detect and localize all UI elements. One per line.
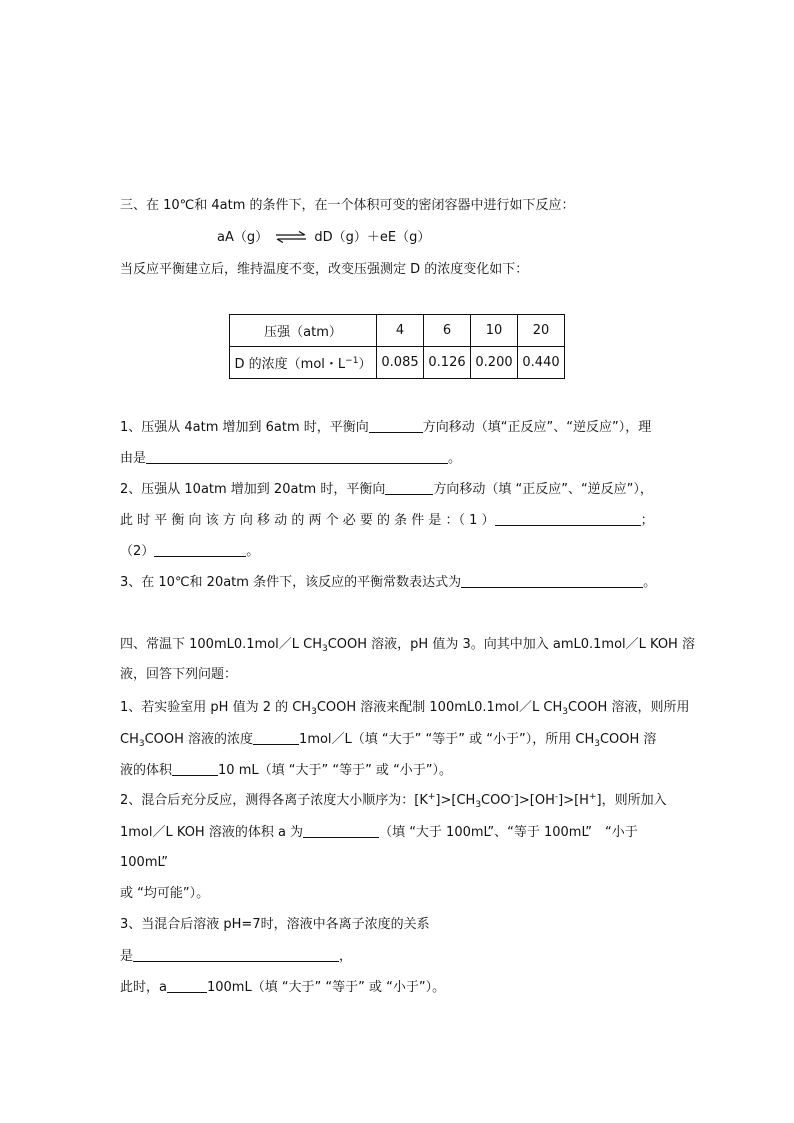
superscript: - [510, 792, 514, 802]
section3-desc-text: 当反应平衡建立后，维持温度不变，改变压强测定 D 的浓度变化如下： [120, 262, 529, 277]
s3-question2-line3 [120, 542, 259, 561]
q-text: COOH 溶液的浓度 [144, 732, 254, 747]
s3-question2-line1 [120, 480, 653, 499]
table-cell: 0.440 [518, 347, 565, 379]
q-text: 100mL” [120, 855, 169, 870]
concentration-unit-exponent: −1 [345, 356, 359, 366]
answer-blank[interactable] [385, 480, 433, 495]
s3-question1-line1 [120, 418, 651, 437]
s3-question2-line2 [120, 511, 654, 530]
s3-question1-line2 [120, 449, 461, 468]
q-text: 。 [643, 575, 657, 590]
s4-question3-line2 [120, 947, 352, 966]
table-cell: 0.126 [424, 347, 471, 379]
q-text: （填 “大于 100mL”、“等于 100mL” “小于 [379, 825, 638, 840]
s4-question2-line3 [120, 854, 168, 872]
q-text: ； [640, 513, 654, 528]
subscript: 3 [311, 707, 317, 717]
q-text: 3、在 10℃和 20atm 条件下，该反应的平衡常数表达式为 [120, 575, 462, 590]
concentration-label: D 的浓度（mol・L [234, 357, 346, 372]
concentration-label-close: ） [358, 357, 372, 372]
q-text: 。 [246, 544, 260, 559]
table-header-pressure: 压强（atm） [230, 315, 377, 347]
q-text: 方向移动（填“正反应”、“逆反应”），理 [422, 420, 652, 435]
subscript: 3 [562, 707, 568, 717]
q-text: 1、若实验室用 pH 值为 2 的 CH [120, 700, 312, 715]
table-cell: 0.085 [377, 347, 424, 379]
s4-question2-line2 [120, 823, 638, 842]
q-text: 3、当混合后溶液 pH=7时，溶液中各离子浓度的关系 [120, 917, 430, 932]
superscript: - [554, 792, 559, 802]
section4-intro-line1 [120, 636, 695, 654]
section4-intro-line2 [120, 666, 237, 684]
answer-blank[interactable] [253, 730, 299, 745]
q-text: 1mol／L KOH 溶液的体积 a 为 [120, 825, 304, 840]
answer-blank[interactable] [172, 761, 218, 776]
s4-question2-line1 [120, 792, 667, 810]
q-text: ]>[H [558, 793, 589, 808]
s4-question1-line2 [120, 730, 656, 749]
s4-question1-line3 [120, 761, 452, 780]
answer-blank[interactable] [133, 947, 339, 962]
q-text: ]，则所加入 [596, 793, 667, 808]
answer-blank[interactable] [303, 823, 379, 838]
q-text: 。 [448, 451, 462, 466]
answer-blank[interactable] [146, 449, 448, 464]
subscript: 3 [594, 739, 600, 749]
q-text: COOH 溶液，pH 值为 3。向其中加入 amL0.1mol／L KOH 溶 [327, 637, 695, 652]
q-text: 四、常温下 100mL0.1mol／L CH [120, 637, 322, 652]
table-row [230, 315, 565, 347]
q-text: ， [339, 949, 353, 964]
table-cell: 10 [471, 315, 518, 347]
q-text: ]>[CH [435, 793, 476, 808]
subscript: 3 [138, 739, 145, 749]
q-text: 1、压强从 4atm 增加到 6atm 时，平衡向 [120, 420, 369, 435]
q-text: 2、压强从 10atm 增加到 20atm 时，平衡向 [120, 482, 386, 497]
q-text: COOH 溶液来配制 100mL0.1mol／L CH [316, 700, 563, 715]
superscript: + [427, 792, 436, 802]
q-text: 2、混合后充分反应，测得各离子浓度大小顺序为：[K [120, 793, 428, 808]
q-text: 1mol／L（填 “大于” “等于” 或 “小于”），所用 CH [299, 732, 595, 747]
section3-intro-text: 三、在 10℃和 4atm 的条件下，在一个体积可变的密闭容器中进行如下反应： [120, 198, 575, 213]
reaction-equation [217, 229, 430, 247]
q-text: 此 时 平 衡 向 该 方 向 移 动 的 两 个 必 要 的 条 件 是 ：（ 1 ） [120, 513, 495, 528]
subscript: 3 [321, 644, 328, 654]
q-text: CH [120, 732, 139, 747]
s4-question3-line1 [120, 916, 430, 934]
s4-question3-line3 [120, 978, 445, 997]
answer-blank[interactable] [495, 511, 641, 526]
table-header-concentration [230, 347, 377, 379]
q-text: 100mL（填 “大于” “等于” 或 “小于”）。 [206, 980, 446, 995]
table-cell: 20 [518, 315, 565, 347]
q-text: 10 mL（填 “大于” “等于” 或 “小于”）。 [218, 763, 453, 778]
q-text: COOH 溶 [599, 732, 657, 747]
q-text: 此时，a [120, 980, 167, 995]
answer-blank[interactable] [154, 542, 246, 557]
q-text: 是 [120, 949, 134, 964]
q-text: 由是 [120, 451, 147, 466]
q-text: 液的体积 [120, 763, 173, 778]
equation-products: dD（g）＋eE（g） [314, 230, 431, 245]
table-cell: 6 [424, 315, 471, 347]
q-text: 或 “均可能”）。 [120, 886, 210, 901]
pressure-concentration-table [229, 314, 565, 379]
s4-question2-line4 [120, 885, 209, 903]
q-text: ]>[OH [513, 793, 555, 808]
equilibrium-arrow-icon [274, 231, 308, 243]
q-text: 方向移动（填 “正反应”、“逆反应”）， [433, 482, 653, 497]
s3-question3 [120, 573, 656, 592]
q-text: COOH 溶液，则所用 [568, 700, 690, 715]
section3-intro [120, 197, 575, 215]
subscript: 3 [475, 800, 482, 810]
answer-blank[interactable] [461, 573, 643, 588]
table-row [230, 347, 565, 379]
q-text: 液，回答下列问题： [120, 667, 238, 682]
answer-blank[interactable] [167, 978, 207, 993]
equation-reactant: aA（g） [217, 230, 269, 245]
answer-blank[interactable] [369, 418, 423, 433]
s4-question1-line1 [120, 699, 689, 717]
table-cell: 0.200 [471, 347, 518, 379]
q-text: COO [481, 793, 511, 808]
section3-desc [120, 261, 528, 279]
q-text: （2） [120, 544, 155, 559]
table-cell: 4 [377, 315, 424, 347]
superscript: + [588, 792, 597, 802]
